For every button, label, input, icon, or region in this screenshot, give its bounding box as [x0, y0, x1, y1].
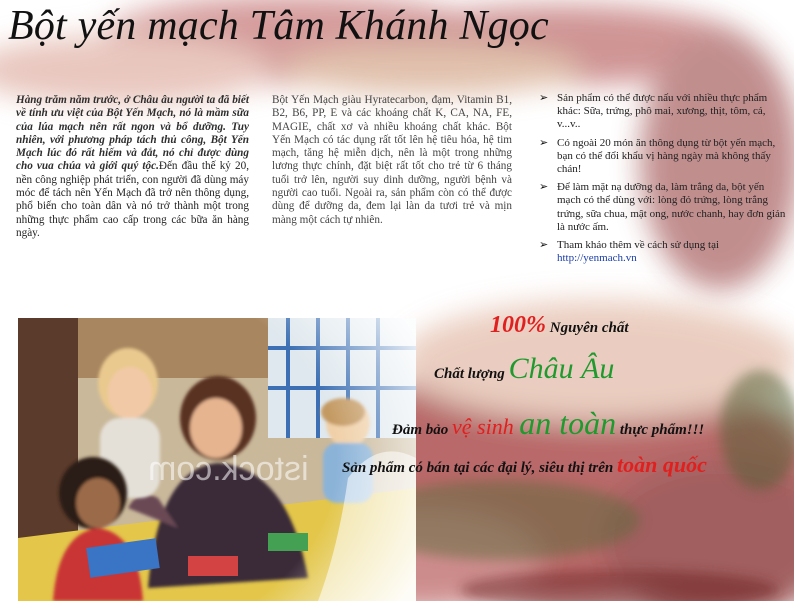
arrow-bullet-icon: ➢ [539, 181, 549, 194]
arrow-bullet-icon: ➢ [539, 239, 549, 252]
list-item-text: Sản phẩm có thể được nấu với nhiều thực phẩm khác: Sữa, trứng, phô mai, xương, thịt, tôm, cá, v...v.. [557, 92, 768, 131]
history-paragraph [16, 94, 249, 240]
slogan-quality-text: Chất lượng [434, 366, 509, 382]
stock-watermark: istock.com [148, 450, 309, 488]
slogan-availability [342, 452, 707, 478]
usage-list [537, 92, 787, 270]
slogan-pure [490, 312, 629, 339]
nutrition-paragraph: Bột Yến Mạch giàu Hyratecarbon, đạm, Vitamin B1, B2, B6, PP, E và các khoáng chất K, CA, NA, FE, MAGIE, chất xơ và nhiều khoáng chất khác. Bột Yến Mạch có tác dụng rất tốt lên hệ tiêu hóa, hệ tim mạch, tăng hệ miễn dịch, nên là một trong những lương thực chính, đặt biệt rất tốt cho trẻ từ 6 tháng tuổi trở lên, người suy dinh dưỡng, người bệnh và người cao tuổi. Ngoài ra, sản phẩm còn có thể được dùng để dưỡng da, đem lại làn da tươi trẻ và mịn màng một cách tự nhiên. [272, 94, 512, 226]
list-item [537, 92, 787, 132]
slogan-availability-text: Sản phẩm có bán tại các đại lý, siêu thị trên [342, 460, 618, 476]
slogan-safety-suffix: thực phẩm!!! [616, 422, 705, 438]
page-title: Bột yến mạch Tâm Khánh Ngọc [8, 3, 549, 49]
list-item-text: Có ngoài 20 món ăn thông dụng từ bột yến mạch, bạn có thể đổi khẩu vị hàng ngày mà không thấy chán! [557, 136, 776, 176]
slogan-safety-safe: an toàn [519, 405, 617, 441]
history-lead: Hàng trăm năm trước, ở Châu âu người ta đã biết về tính ưu việt của Bột Yến Mạch, nó là mầm sữa của lúa mạch nên rất ngon và bổ dưỡng. Tuy nhiên, với phương pháp tách thủ công, Bột Yến Mạch lúc đó rất hiếm và đắt, nó chỉ được dùng cho vua chúa và giới quý tộc. [16, 94, 249, 173]
list-item [537, 239, 787, 265]
arrow-bullet-icon: ➢ [539, 92, 549, 104]
list-item-text: Tham khảo thêm về cách sử dụng tại [557, 239, 720, 252]
slogan-availability-nationwide: toàn quốc [617, 452, 707, 477]
slogan-safety-hygiene: vệ sinh [452, 414, 520, 439]
slogan-pure-percent: 100% [490, 312, 546, 338]
slogan-quality-europe: Châu Âu [508, 352, 615, 385]
list-item-text: Để làm mặt nạ dưỡng da, làm trắng da, bột yến mạch có thể dùng với: lòng đỏ trứng, lòng trắng trứng, sữa chua, mật ong, nước chanh, hay đơn giản là nước ấm. [557, 181, 786, 233]
arrow-bullet-icon: ➢ [539, 136, 549, 149]
slogan-safety-prefix: Đảm bảo [392, 422, 452, 438]
list-item [537, 181, 787, 234]
list-item [537, 137, 787, 177]
slogan-quality [434, 352, 614, 386]
website-link[interactable]: http://yenmach.vn [557, 252, 637, 265]
history-body: Đến đầu thế kỷ 20, nền công nghiệp phát triển, con người đã dùng máy móc để tách nên Yến Mạch đã trở nên thông dụng, phổ biến cho toàn dân và nó trở thành một trong những thực phẩm cao cấp trong các bữa ăn hàng ngày. [16, 160, 249, 239]
slogan-pure-text: Nguyên chất [546, 320, 629, 336]
slogan-safety [392, 405, 704, 442]
